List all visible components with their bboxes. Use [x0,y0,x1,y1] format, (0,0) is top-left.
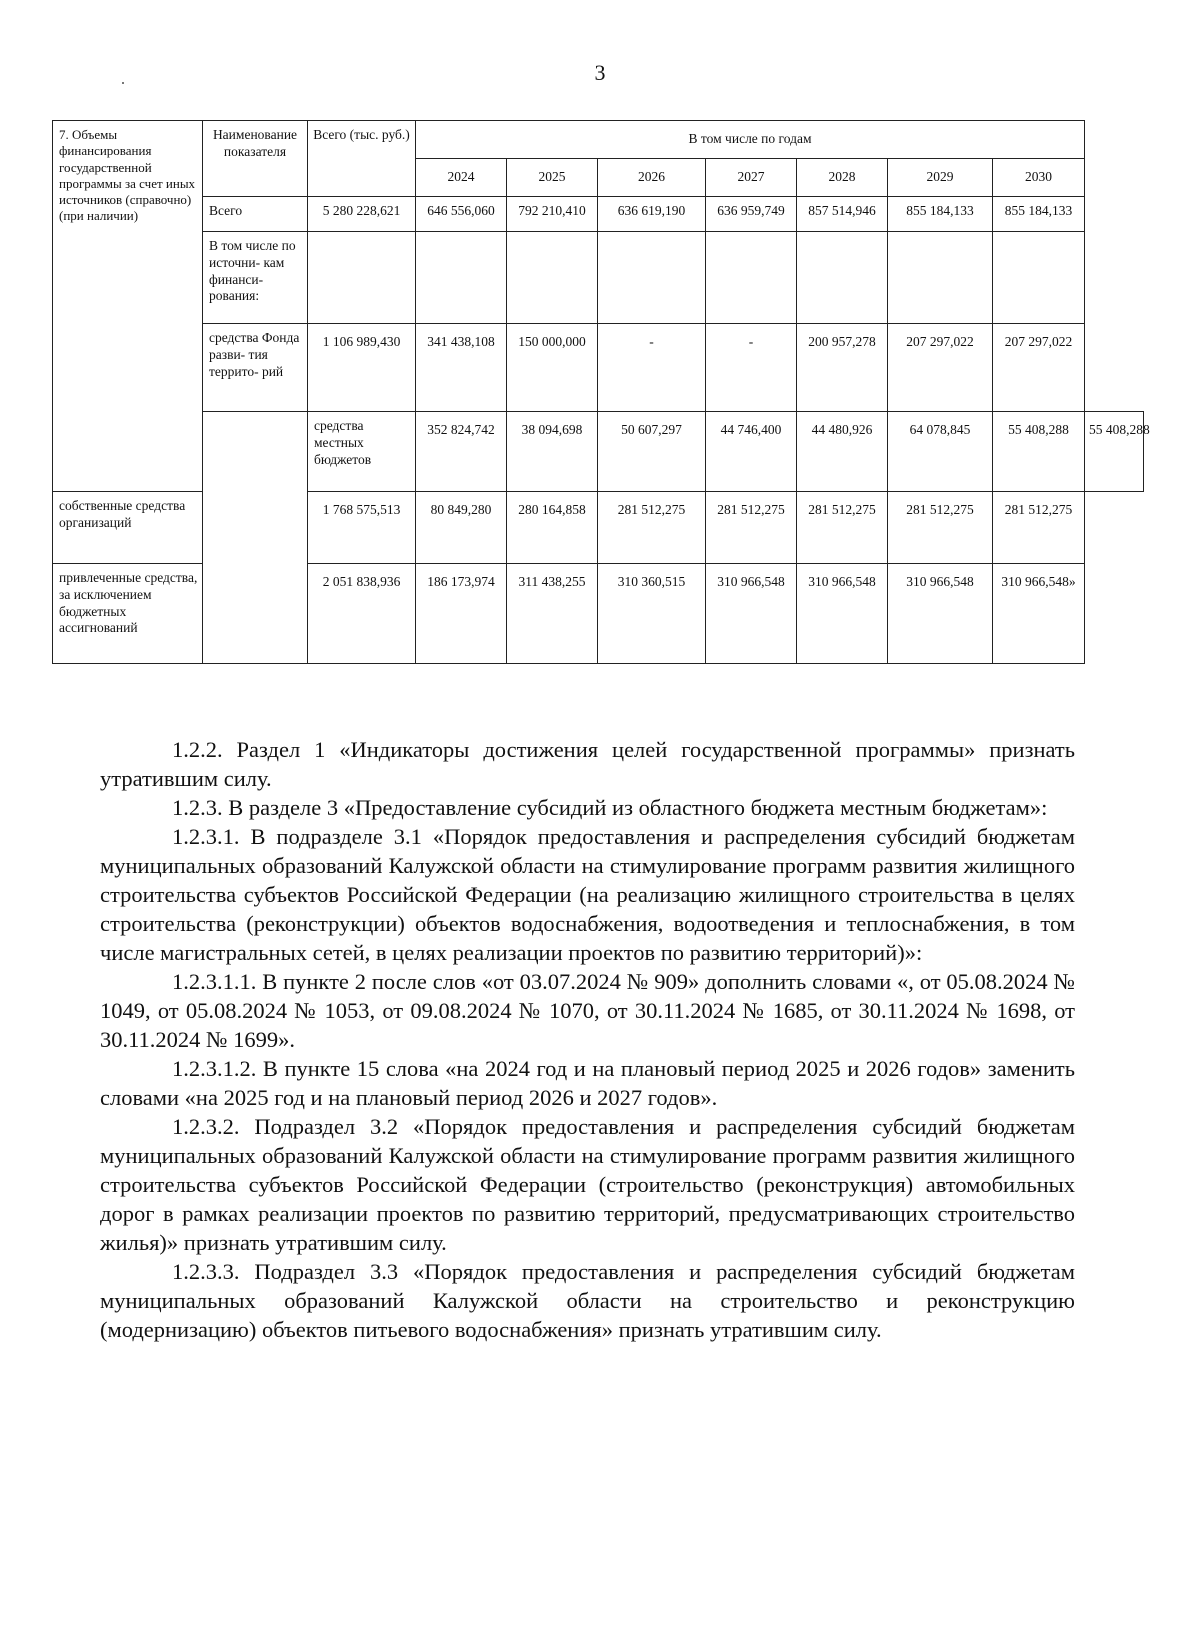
row-label: средства местных бюджетов [308,411,416,491]
table-row-total [53,196,1144,231]
empty-cell [598,231,706,323]
cell-value: 636 619,190 [598,196,706,231]
cell-value: 186 173,974 [416,563,507,663]
year-header: 2030 [993,158,1085,196]
cell-value: 646 556,060 [416,196,507,231]
paragraph-1-2-2: 1.2.2. Раздел 1 «Индикаторы достижения целей государственной программы» признать утратившим силу. [100,737,1075,791]
table-row-sources-header [53,231,1144,323]
cell-value: - [598,323,706,411]
year-header: 2026 [598,158,706,196]
paragraph-1-2-3: 1.2.3. В разделе 3 «Предоставление субсидий из областного бюджета местным бюджетам»: [172,795,1048,820]
empty-cell [416,231,507,323]
row-total-value: 352 824,742 [416,411,507,491]
year-header: 2027 [706,158,797,196]
header-row-1 [53,121,1144,159]
empty-section-cell [203,411,308,663]
cell-value: 64 078,845 [888,411,993,491]
year-header: 2028 [797,158,888,196]
paragraph-1-2-3-1: 1.2.3.1. В подразделе 3.1 «Порядок предоставления и распределения субсидий бюджетам муниципальных образований Калужской области на стимулирование программ развития жилищного строительства субъектов Российской Федерации (на реализацию жилищного строительства в целях строительства (реконструкции) объектов водоснабжения, водоотведения и теплоснабжения, в том числе магистральных сетей, в целях реализации проектов по развитию территорий)»: [100,824,1075,965]
cell-value: 855 184,133 [888,196,993,231]
row-label: Всего [203,196,308,231]
cell-value: 310 966,548 [706,563,797,663]
row-label: средства Фонда разви- тия террито- рий [203,323,308,411]
row-total-value: 2 051 838,936 [308,563,416,663]
cell-value: 855 184,133 [993,196,1085,231]
cell-value: 857 514,946 [797,196,888,231]
cell-value: - [706,323,797,411]
col-total-header: Всего (тыс. руб.) [308,121,416,197]
cell-value: 44 480,926 [797,411,888,491]
row-label: привлеченные средства, за исключением бюджетных ассигнований [53,563,203,663]
paragraph-1-2-3-1-2: 1.2.3.1.2. В пункте 15 слова «на 2024 год и на плановый период 2025 и 2026 годов» заменить словами «на 2025 год и на плановый период 2026 и 2027 годов». [100,1056,1075,1110]
cell-value: 55 408,288 [993,411,1085,491]
page-number: 3 [594,60,606,85]
col-by-years-header: В том числе по годам [416,121,1085,159]
cell-value: 636 959,749 [706,196,797,231]
cell-value: 280 164,858 [507,491,598,563]
cell-value: 310 966,548» [993,563,1085,663]
empty-cell [797,231,888,323]
empty-cell [706,231,797,323]
year-header: 2029 [888,158,993,196]
document-body [100,735,1075,1344]
cell-value: 310 360,515 [598,563,706,663]
col-indicator-header: Наименование показателя [203,121,308,197]
cell-value: 38 094,698 [507,411,598,491]
cell-value: 55 408,288 [1085,411,1144,491]
empty-cell [993,231,1085,323]
cell-value: 310 966,548 [888,563,993,663]
cell-value: 341 438,108 [416,323,507,411]
cell-value: 207 297,022 [888,323,993,411]
row-total-value: 1 768 575,513 [308,491,416,563]
empty-cell [888,231,993,323]
row-label: собственные средства организаций [53,491,203,563]
row-label: В том числе по источни- кам финанси- рования: [203,231,308,323]
table-row-local-budgets [53,411,1144,491]
cell-value: 80 849,280 [416,491,507,563]
cell-value: 50 607,297 [598,411,706,491]
cell-value: 281 512,275 [993,491,1085,563]
cell-value: 792 210,410 [507,196,598,231]
year-header: 2025 [507,158,598,196]
cell-value: 207 297,022 [993,323,1085,411]
table-row-development-fund [53,323,1144,411]
cell-value: 281 512,275 [706,491,797,563]
paragraph-1-2-3-1-1: 1.2.3.1.1. В пункте 2 после слов «от 03.07.2024 № 909» дополнить словами «, от 05.08.2024 № 1049, от 05.08.2024 № 1053, от 09.08.2024 № 1070, от 30.11.2024 № 1685, от 30.11.2024 № 1698, от 30.11.2024 № 1699». [100,969,1075,1052]
cell-value: 311 438,255 [507,563,598,663]
cell-value: 200 957,278 [797,323,888,411]
cell-value: 281 512,275 [598,491,706,563]
paragraph-1-2-3-3: 1.2.3.3. Подраздел 3.3 «Порядок предоставления и распределения субсидий бюджетам муниципальных образований Калужской области на строительство и реконструкцию (модернизацию) объектов питьевого водоснабжения» признать утратившим силу. [100,1259,1075,1342]
year-header: 2024 [416,158,507,196]
cell-value: 150 000,000 [507,323,598,411]
cell-value: 281 512,275 [797,491,888,563]
empty-cell [308,231,416,323]
row-total-value: 1 106 989,430 [308,323,416,411]
cell-value: 281 512,275 [888,491,993,563]
cell-value: 44 746,400 [706,411,797,491]
section-label: 7. Объемы финансирования государственной программы за счет иных источников (справочно) (при наличии) [53,121,203,492]
row-total-value: 5 280 228,621 [308,196,416,231]
financing-table [52,120,1150,664]
cell-value: 310 966,548 [797,563,888,663]
empty-cell [507,231,598,323]
paragraph-1-2-3-2: 1.2.3.2. Подраздел 3.2 «Порядок предоставления и распределения субсидий бюджетам муниципальных образований Калужской области на стимулирование программ развития жилищного строительства субъектов Российской Федерации (строительство (реконструкция) автомобильных дорог в рамках реализации проектов по развитию территорий, предусматривающих строительство жилья)» признать утратившим силу. [100,1114,1075,1255]
